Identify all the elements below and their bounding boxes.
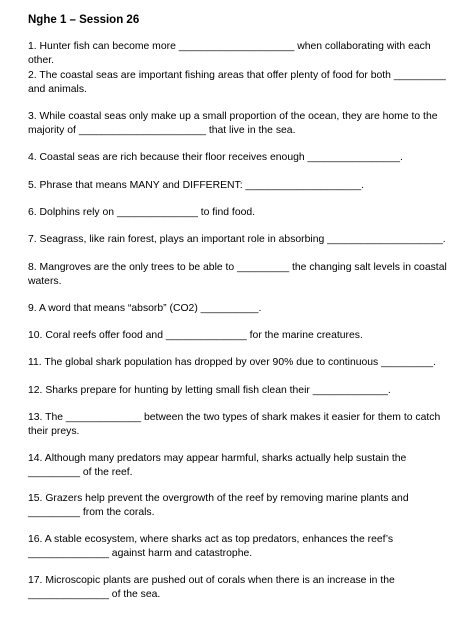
question-9: 9. A word that means “absorb” (CO2) __________. bbox=[28, 303, 262, 314]
question-12: 12. Sharks prepare for hunting by letting small fish clean their _____________. bbox=[28, 385, 391, 396]
question-14: 14. Although many predators may appear harmful, sharks actually help sustain the _________ of the reef. bbox=[28, 453, 407, 478]
question-17: 17. Microscopic plants are pushed out of corals when there is an increase in the ______________ of the sea. bbox=[28, 575, 395, 600]
question-6: 6. Dolphins rely on ______________ to find food. bbox=[28, 207, 256, 218]
question-2: 2. The coastal seas are important fishing areas that offer plenty of food for both _________ and animals. bbox=[28, 70, 446, 95]
question-8: 8. Mangroves are the only trees to be able to _________ the changing salt levels in coastal waters. bbox=[28, 262, 447, 287]
question-5: 5. Phrase that means MANY and DIFFERENT: ____________________. bbox=[28, 180, 364, 191]
question-3: 3. While coastal seas only make up a small proportion of the ocean, they are home to the majority of ______________________ that live in the sea. bbox=[28, 111, 438, 136]
question-13: 13. The _____________ between the two types of shark makes it easier for them to catch their preys. bbox=[28, 412, 441, 437]
question-16: 16. A stable ecosystem, where sharks act as top predators, enhances the reef’s ______________ against harm and catastrophe. bbox=[28, 534, 394, 559]
question-15: 15. Grazers help prevent the overgrowth of the reef by removing marine plants and _________ from the corals. bbox=[28, 493, 409, 518]
question-7: 7. Seagrass, like rain forest, plays an important role in absorbing ____________________. bbox=[28, 234, 446, 245]
page-title: Nghe 1 – Session 26 bbox=[28, 14, 140, 26]
question-1: 1. Hunter fish can become more ____________________ when collaborating with each other. bbox=[28, 41, 431, 66]
question-11: 11. The global shark population has dropped by over 90% due to continuous _________. bbox=[28, 357, 437, 368]
question-4: 4. Coastal seas are rich because their floor receives enough ________________. bbox=[28, 152, 403, 163]
question-10: 10. Coral reefs offer food and ______________ for the marine creatures. bbox=[28, 330, 363, 341]
